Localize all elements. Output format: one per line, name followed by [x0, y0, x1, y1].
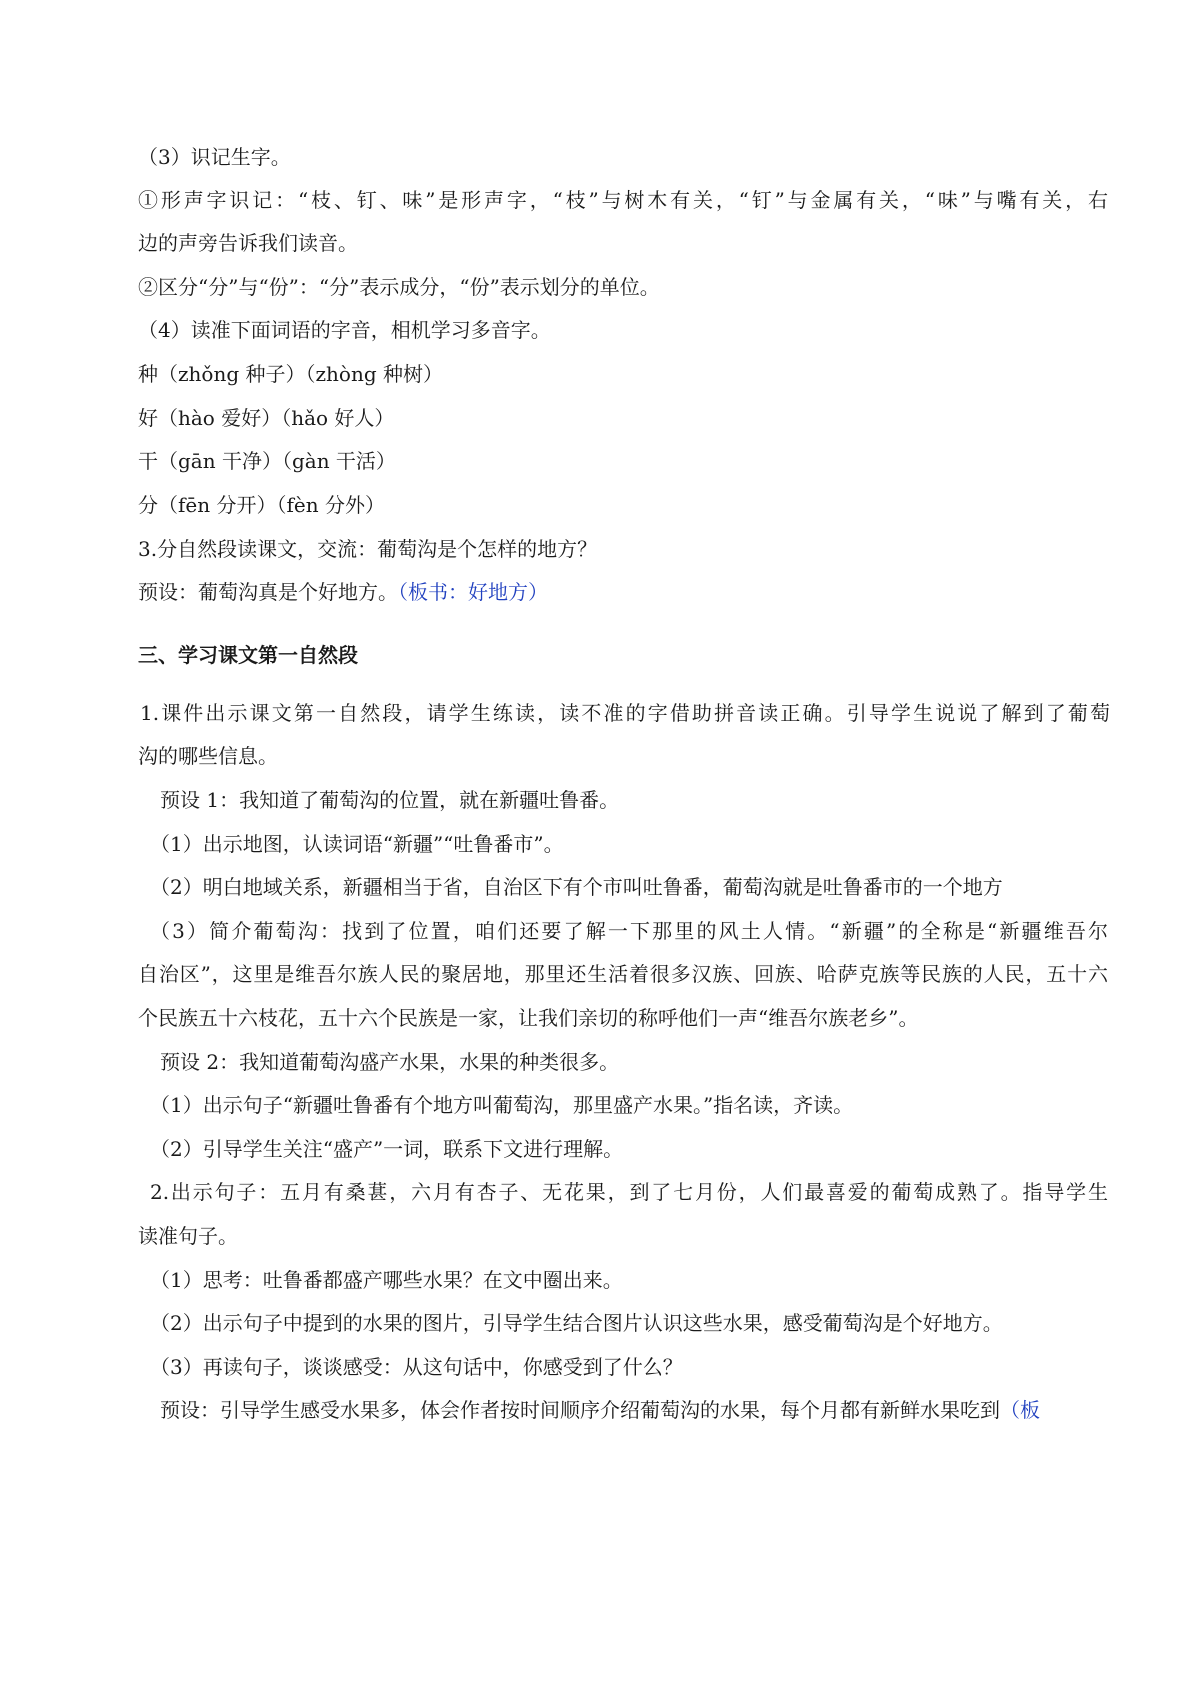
paragraph-introduce-cont2: 个民族五十六枝花，五十六个民族是一家，让我们亲切的称呼他们一声“维吾尔族老乡”。 — [138, 1006, 919, 1030]
board-note-2: （板 — [1000, 1398, 1040, 1422]
polyphone-hao: 好（hào 爱好）（hǎo 好人） — [138, 406, 395, 430]
paragraph-step-4: （4）读准下面词语的字音，相机学习多音字。 — [138, 318, 551, 342]
board-note: （板书：好地方） — [398, 580, 548, 604]
paragraph-phonetic-memory-cont: 边的声旁告诉我们读音。 — [138, 231, 358, 255]
paragraph-introduce-cont1: 自治区”，这里是维吾尔族人民的聚居地，那里还生活着很多汉族、回族、哈萨克族等民族的人民，五十六 — [138, 962, 1108, 986]
paragraph-preset-good-place — [138, 577, 1083, 607]
paragraph-think: （1）思考：吐鲁番都盛产哪些水果？在文中圈出来。 — [150, 1268, 623, 1292]
paragraph-preset-1: 预设 1：我知道了葡萄沟的位置，就在新疆吐鲁番。 — [160, 788, 620, 812]
polyphone-zhong: 种（zhǒng 种子）（zhòng 种树） — [138, 362, 443, 386]
paragraph-show-sentence: （1）出示句子“新疆吐鲁番有个地方叫葡萄沟，那里盛产水果。”指名读，齐读。 — [150, 1093, 854, 1117]
paragraph-preset-2: 预设 2：我知道葡萄沟盛产水果，水果的种类很多。 — [160, 1050, 620, 1074]
paragraph-distinguish: ②区分“分”与“份”：“分”表示成分，“份”表示划分的单位。 — [138, 275, 660, 299]
paragraph-region: （2）明白地域关系，新疆相当于省，自治区下有个市叫吐鲁番，葡萄沟就是吐鲁番市的一个地方 — [150, 875, 1003, 899]
paragraph-reread: （3）再读句子，谈谈感受：从这句话中，你感受到了什么？ — [150, 1355, 683, 1379]
polyphone-gan: 干（gān 干净）（gàn 干活） — [138, 449, 396, 473]
paragraph-focus-word: （2）引导学生关注“盛产”一词，联系下文进行理解。 — [150, 1137, 624, 1161]
paragraph-courseware: 1.课件出示课文第一自然段，请学生练读，读不准的字借助拼音读正确。引导学生说说了解到了葡萄 — [140, 701, 1110, 725]
paragraph-read-discuss: 3.分自然段读课文，交流：葡萄沟是个怎样的地方？ — [138, 537, 598, 561]
paragraph-step-3: （3）识记生字。 — [138, 145, 291, 169]
paragraph-introduce: （3）简介葡萄沟：找到了位置，咱们还要了解一下那里的风土人情。“新疆”的全称是“新疆维吾尔 — [150, 919, 1108, 943]
paragraph-show-sentence-2: 2.出示句子：五月有桑葚，六月有杏子、无花果，到了七月份，人们最喜爱的葡萄成熟了。指导学生 — [150, 1180, 1108, 1204]
paragraph-fruit-pictures: （2）出示句子中提到的水果的图片，引导学生结合图片认识这些水果，感受葡萄沟是个好地方。 — [150, 1311, 1003, 1335]
preset-fruits-text: 预设：引导学生感受水果多，体会作者按时间顺序介绍葡萄沟的水果，每个月都有新鲜水果吃到 — [160, 1398, 1000, 1422]
paragraph-phonetic-memory: ①形声字识记：“枝、钉、味”是形声字，“枝”与树木有关，“钉”与金属有关，“味”与嘴有关，右 — [138, 188, 1108, 212]
section-heading-3: 三、学习课文第一自然段 — [138, 643, 358, 667]
paragraph-show-map: （1）出示地图，认读词语“新疆”“吐鲁番市”。 — [150, 832, 564, 856]
preset-text: 预设：葡萄沟真是个好地方。 — [138, 580, 398, 604]
paragraph-preset-fruits — [160, 1395, 1108, 1425]
paragraph-courseware-cont: 沟的哪些信息。 — [138, 744, 278, 768]
paragraph-show-sentence-2-cont: 读准句子。 — [138, 1224, 238, 1248]
polyphone-fen: 分（fēn 分开）（fèn 分外） — [138, 493, 385, 517]
